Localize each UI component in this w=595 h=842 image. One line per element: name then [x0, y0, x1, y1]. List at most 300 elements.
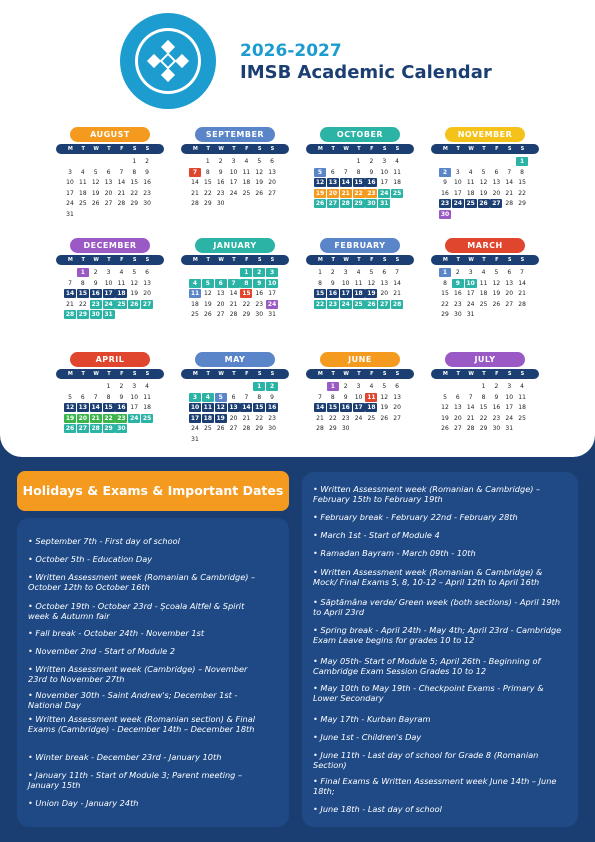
day-cell: 3 [343, 269, 348, 276]
day-cell: 26 [130, 300, 139, 308]
weekday-label: F [120, 146, 124, 152]
weekday-label: S [145, 371, 150, 377]
day-cell: 17 [229, 179, 238, 186]
day-cell: 19 [492, 290, 501, 297]
day-cell: 22 [518, 189, 526, 197]
day-cell: 9 [93, 279, 98, 287]
day-cell: 1 [77, 268, 89, 277]
day-cell: 5 [369, 269, 374, 276]
right-dates-box [302, 472, 578, 827]
weekday-label: W [343, 371, 349, 377]
date-item: • February break - February 22nd - February 28th [313, 512, 518, 522]
day-cell: 30 [440, 210, 450, 218]
weekday-header [56, 144, 164, 154]
day-cell: 2 [253, 268, 265, 277]
day-cell: 24 [130, 414, 139, 422]
day-cell: 5 [215, 393, 227, 402]
weekday-label: T [331, 371, 335, 377]
day-cell: 8 [205, 168, 210, 176]
day-cell: 28 [117, 200, 126, 207]
day-cell: 20 [393, 404, 401, 411]
day-cell: 30 [268, 425, 276, 432]
day-cell: 19 [91, 189, 100, 197]
weekday-label: W [468, 371, 474, 377]
weekday-header [306, 255, 414, 265]
day-cell: 5 [132, 269, 137, 276]
day-cell: 12 [204, 290, 212, 297]
day-cell: 6 [455, 393, 460, 401]
weekday-header [181, 144, 289, 154]
day-cell: 13 [143, 279, 151, 287]
day-cell: 14 [466, 404, 475, 411]
weekday-label: M [67, 257, 73, 263]
day-cell: 5 [314, 168, 326, 177]
day-cell: 3 [356, 383, 361, 390]
day-cell: 4 [119, 269, 124, 276]
day-cell: 22 [315, 300, 325, 308]
weekday-label: F [245, 146, 249, 152]
day-cell: 14 [242, 404, 251, 411]
day-cell: 15 [328, 404, 338, 411]
weekday-label: S [145, 257, 150, 263]
day-cell: 2 [369, 158, 374, 165]
day-cell: 11 [117, 279, 126, 287]
weekday-label: M [317, 146, 323, 152]
day-cell: 19 [130, 290, 139, 297]
month-name: MARCH [445, 238, 525, 253]
day-cell: 21 [393, 290, 401, 297]
weekday-label: T [331, 257, 335, 263]
day-cell: 12 [479, 179, 488, 186]
day-cell: 11 [190, 290, 200, 297]
day-cell: 14 [341, 179, 350, 186]
day-cell: 10 [454, 179, 462, 186]
day-cell: 27 [454, 425, 462, 432]
day-cell: 9 [443, 179, 447, 186]
day-cell: 4 [468, 168, 473, 176]
date-item: • Spring break - April 24th - May 4th; April 23rd - Cambridge Exam Leave begins for grades 10 to 12 [313, 625, 562, 645]
day-cell: 16 [441, 189, 449, 197]
weekday-header [431, 144, 539, 154]
day-cell: 17 [268, 290, 276, 297]
day-cell: 17 [341, 290, 350, 297]
date-item: • Written Assessment week (Romanian & Cambridge) – February 15th to February 19th [313, 484, 541, 504]
day-cell: 4 [145, 383, 149, 390]
day-cell: 1 [439, 268, 451, 277]
day-cell: 20 [104, 189, 113, 197]
day-cell: 10 [380, 168, 389, 176]
day-cell: 22 [329, 414, 337, 422]
weekday-label: W [93, 371, 99, 377]
day-cell: 12 [255, 168, 264, 176]
day-cell: 11 [393, 168, 401, 176]
date-item: • June 18th - Last day of school [313, 804, 442, 814]
day-cell: 2 [93, 269, 98, 276]
calendar-title: IMSB Academic Calendar [240, 62, 492, 83]
day-cell: 25 [479, 300, 488, 308]
day-cell: 11 [479, 279, 488, 287]
weekday-label: W [468, 146, 474, 152]
day-cell: 28 [518, 300, 526, 308]
day-cell: 13 [505, 279, 514, 287]
day-cell: 9 [119, 393, 124, 401]
day-cell: 6 [494, 168, 499, 176]
weekday-label: T [456, 371, 460, 377]
day-cell: 4 [202, 393, 214, 402]
weekday-label: F [495, 257, 499, 263]
weekday-header [181, 369, 289, 379]
day-cell: 4 [481, 269, 486, 276]
day-cell: 11 [242, 168, 251, 176]
day-cell: 24 [66, 200, 74, 207]
day-cell: 27 [380, 300, 389, 308]
day-cell: 21 [505, 189, 514, 197]
weekday-label: T [232, 371, 236, 377]
day-cell: 15 [130, 179, 139, 186]
day-cell: 16 [255, 290, 264, 297]
day-cell: 25 [242, 189, 251, 197]
day-cell: 7 [395, 269, 399, 276]
day-cell: 10 [341, 279, 350, 287]
day-cell: 27 [268, 189, 276, 197]
month-name: JULY [445, 352, 525, 367]
day-cell: 2 [145, 158, 149, 165]
day-cell: 19 [380, 404, 389, 411]
day-cell: 26 [91, 200, 100, 207]
day-cell: 17 [454, 189, 462, 197]
day-cell: 25 [191, 311, 199, 318]
day-cell: 19 [255, 179, 264, 186]
day-cell: 23 [341, 414, 350, 422]
day-cell: 19 [216, 414, 225, 422]
day-cell: 1 [106, 383, 111, 390]
day-cell: 10 [104, 279, 113, 287]
weekday-label: F [495, 371, 499, 377]
day-cell: 22 [242, 300, 251, 308]
day-cell: 31 [104, 311, 113, 318]
day-cell: 21 [316, 414, 324, 422]
weekday-label: S [270, 257, 275, 263]
day-cell: 3 [382, 158, 387, 165]
date-item: • Winter break - December 23rd - January 10th [28, 752, 222, 762]
day-cell: 14 [393, 279, 401, 287]
month-name: MAY [195, 352, 275, 367]
day-cell: 24 [267, 300, 277, 308]
day-cell: 21 [117, 189, 126, 197]
day-cell: 14 [229, 290, 238, 297]
day-cell: 28 [316, 425, 324, 432]
day-cell: 25 [354, 300, 363, 308]
day-cell: 11 [367, 393, 376, 401]
weekday-label: F [370, 257, 374, 263]
day-cell: 26 [367, 300, 376, 308]
day-cell: 21 [91, 414, 100, 422]
weekday-label: S [395, 257, 400, 263]
day-cell: 1 [205, 158, 210, 165]
day-cell: 6 [382, 269, 387, 276]
day-cell: 29 [441, 311, 449, 318]
day-cell: 21 [66, 300, 74, 308]
weekday-header [431, 255, 539, 265]
day-cell: 24 [341, 300, 350, 308]
weekday-label: M [67, 146, 73, 152]
day-cell: 20 [216, 300, 225, 308]
day-cell: 8 [520, 168, 524, 176]
day-cell: 26 [255, 189, 264, 197]
day-cell: 22 [255, 414, 264, 422]
weekday-label: T [357, 257, 361, 263]
day-cell: 16 [341, 404, 350, 411]
day-cell: 12 [216, 404, 225, 411]
day-cell: 6 [215, 279, 227, 288]
day-cell: 28 [505, 200, 514, 207]
weekday-label: S [257, 257, 262, 263]
day-cell: 4 [356, 269, 361, 276]
day-cell: 29 [78, 311, 88, 318]
day-cell: 24 [380, 189, 389, 197]
day-cell: 19 [479, 189, 488, 197]
day-cell: 8 [106, 393, 111, 401]
day-cell: 9 [343, 393, 348, 401]
weekday-label: M [67, 371, 73, 377]
weekday-label: T [456, 257, 460, 263]
month-name: SEPTEMBER [195, 127, 275, 142]
day-cell: 9 [218, 168, 223, 176]
day-cell: 16 [492, 404, 501, 411]
day-cell: 29 [242, 311, 251, 318]
day-cell: 15 [78, 290, 88, 297]
date-item: • November 2nd - Start of Module 2 [28, 646, 176, 656]
day-cell: 27 [229, 425, 238, 432]
weekday-label: M [192, 371, 198, 377]
day-cell: 7 [189, 168, 201, 177]
day-cell: 7 [119, 168, 124, 176]
day-cell: 17 [130, 404, 139, 411]
day-cell: 12 [130, 279, 139, 287]
years-title: 2026-2027 [240, 41, 342, 61]
weekday-label: W [218, 257, 224, 263]
weekday-label: S [520, 146, 525, 152]
month-name: NOVEMBER [445, 127, 525, 142]
day-cell: 9 [330, 279, 335, 287]
month-name: AUGUST [70, 127, 150, 142]
date-item: • Săptămâna verde/ Green week (both sections) - April 19th to April 23rd [313, 597, 561, 617]
date-item: • October 19th - October 23rd - Școala Altfel & Spirit week & Autumn fair [28, 601, 245, 621]
day-cell: 6 [80, 393, 85, 401]
day-cell: 1 [481, 383, 486, 390]
day-cell: 3 [106, 269, 111, 276]
day-cell: 21 [191, 189, 199, 197]
day-cell: 18 [466, 189, 475, 197]
day-cell: 16 [367, 179, 376, 186]
day-cell: 2 [455, 269, 460, 276]
day-cell: 8 [80, 279, 85, 287]
day-cell: 30 [492, 425, 501, 432]
day-cell: 10 [466, 279, 475, 287]
day-cell: 30 [367, 200, 376, 207]
date-item: • Written Assessment week (Cambridge) – November 23rd to November 27th [28, 664, 248, 684]
day-cell: 30 [255, 311, 264, 318]
date-item: • May 05th- Start of Module 5; April 26th - Beginning of Cambridge Exam Session Grades 10 to 12 [313, 656, 541, 676]
day-cell: 13 [104, 179, 113, 186]
weekday-header [431, 369, 539, 379]
day-cell: 2 [266, 382, 278, 391]
day-cell: 12 [441, 404, 449, 411]
day-cell: 23 [440, 200, 450, 207]
day-cell: 29 [479, 425, 488, 432]
day-cell: 18 [518, 404, 526, 411]
weekday-label: S [395, 371, 400, 377]
day-cell: 27 [505, 300, 514, 308]
day-cell: 16 [328, 290, 338, 297]
day-cell: 23 [367, 189, 376, 197]
day-cell: 18 [367, 404, 376, 411]
date-item: • May 17th - Kurban Bayram [313, 714, 431, 724]
day-cell: 12 [65, 404, 75, 411]
day-cell: 24 [191, 425, 199, 432]
weekday-label: S [257, 146, 262, 152]
day-cell: 14 [65, 290, 75, 297]
day-cell: 7 [507, 168, 512, 176]
day-cell: 2 [119, 383, 124, 390]
day-cell: 28 [191, 200, 199, 207]
weekday-label: T [81, 257, 85, 263]
day-cell: 1 [327, 382, 339, 391]
day-cell: 20 [328, 189, 338, 197]
day-cell: 18 [203, 414, 213, 422]
day-cell: 16 [117, 404, 126, 411]
day-cell: 25 [466, 200, 475, 207]
day-cell: 7 [468, 393, 473, 401]
weekday-label: F [370, 146, 374, 152]
day-cell: 23 [91, 300, 100, 308]
day-cell: 26 [492, 300, 501, 308]
day-cell: 31 [191, 435, 199, 443]
date-item: • November 30th - Saint Andrew's; December 1st - National Day [28, 690, 238, 710]
day-cell: 28 [242, 425, 251, 432]
day-cell: 27 [104, 200, 113, 207]
weekday-label: W [468, 257, 474, 263]
weekday-label: S [132, 146, 137, 152]
day-cell: 12 [315, 179, 325, 186]
weekday-label: T [232, 257, 236, 263]
day-cell: 25 [392, 189, 402, 197]
day-cell: 30 [341, 425, 350, 432]
day-cell: 19 [315, 189, 325, 197]
day-cell: 7 [228, 279, 240, 288]
day-cell: 29 [354, 200, 363, 207]
important-dates-banner: Holidays & Exams & Important Dates [17, 471, 289, 511]
day-cell: 21 [341, 189, 350, 197]
day-cell: 13 [78, 404, 88, 411]
weekday-label: T [482, 257, 486, 263]
day-cell: 20 [492, 189, 501, 197]
date-item: • Ramadan Bayram - March 09th - 10th [313, 548, 476, 558]
day-cell: 9 [494, 393, 499, 401]
day-cell: 14 [191, 179, 199, 186]
date-item: • January 11th - Start of Module 3; Parent meeting – January 15th [28, 770, 243, 790]
day-cell: 13 [268, 168, 276, 176]
day-cell: 13 [454, 404, 462, 411]
day-cell: 18 [479, 290, 488, 297]
day-cell: 30 [117, 425, 126, 432]
day-cell: 5 [494, 269, 499, 276]
day-cell: 28 [91, 425, 100, 432]
day-cell: 31 [466, 311, 475, 318]
day-cell: 10 [130, 393, 139, 401]
day-cell: 31 [66, 210, 74, 218]
day-cell: 27 [216, 311, 225, 318]
day-cell: 10 [354, 393, 363, 401]
weekday-header [306, 369, 414, 379]
day-cell: 15 [315, 290, 325, 297]
day-cell: 10 [505, 393, 514, 401]
weekday-label: T [357, 146, 361, 152]
day-cell: 19 [441, 414, 449, 422]
day-cell: 7 [244, 393, 249, 401]
weekday-label: S [395, 146, 400, 152]
weekday-label: W [218, 371, 224, 377]
day-cell: 5 [257, 158, 262, 165]
day-cell: 6 [395, 383, 399, 390]
day-cell: 25 [367, 414, 376, 422]
day-cell: 25 [117, 300, 126, 308]
day-cell: 20 [268, 179, 276, 186]
date-item: • June 1st - Children's Day [313, 732, 422, 742]
day-cell: 16 [91, 290, 100, 297]
day-cell: 3 [231, 158, 236, 165]
day-cell: 12 [492, 279, 501, 287]
weekday-label: T [206, 146, 210, 152]
day-cell: 5 [382, 383, 387, 390]
day-cell: 8 [132, 168, 137, 176]
day-cell: 8 [330, 393, 335, 401]
day-cell: 11 [203, 404, 213, 411]
day-cell: 17 [380, 179, 389, 186]
day-cell: 24 [354, 414, 363, 422]
day-cell: 9 [270, 393, 274, 401]
weekday-label: M [317, 371, 323, 377]
date-item: • Fall break - October 24th - November 1st [28, 628, 205, 638]
date-item: • Union Day - January 24th [28, 798, 139, 808]
day-cell: 9 [452, 279, 464, 288]
day-cell: 18 [354, 290, 363, 297]
date-item: • June 11th - Last day of school for Grade 8 (Romanian Section) [313, 750, 539, 770]
day-cell: 26 [65, 425, 75, 432]
day-cell: 17 [354, 404, 363, 411]
weekday-label: S [257, 371, 262, 377]
day-cell: 29 [329, 425, 337, 432]
day-cell: 7 [93, 393, 98, 401]
month-name: JUNE [320, 352, 400, 367]
day-cell: 28 [341, 200, 350, 207]
date-item: • Written Assessment week (Romanian & Cambridge) – October 12th to October 16th [28, 572, 256, 592]
weekday-header [56, 255, 164, 265]
date-item: • Final Exams & Written Assessment week June 14th – June 18th; [313, 776, 557, 796]
weekday-label: T [206, 371, 210, 377]
day-cell: 17 [104, 290, 113, 297]
day-cell: 5 [202, 279, 214, 288]
day-cell: 13 [229, 404, 238, 411]
day-cell: 21 [518, 290, 526, 297]
day-cell: 8 [356, 168, 361, 176]
weekday-label: M [192, 257, 198, 263]
weekday-label: S [270, 146, 275, 152]
month-name: APRIL [70, 352, 150, 367]
weekday-label: W [343, 146, 349, 152]
day-cell: 9 [253, 279, 265, 288]
day-cell: 17 [505, 404, 514, 411]
